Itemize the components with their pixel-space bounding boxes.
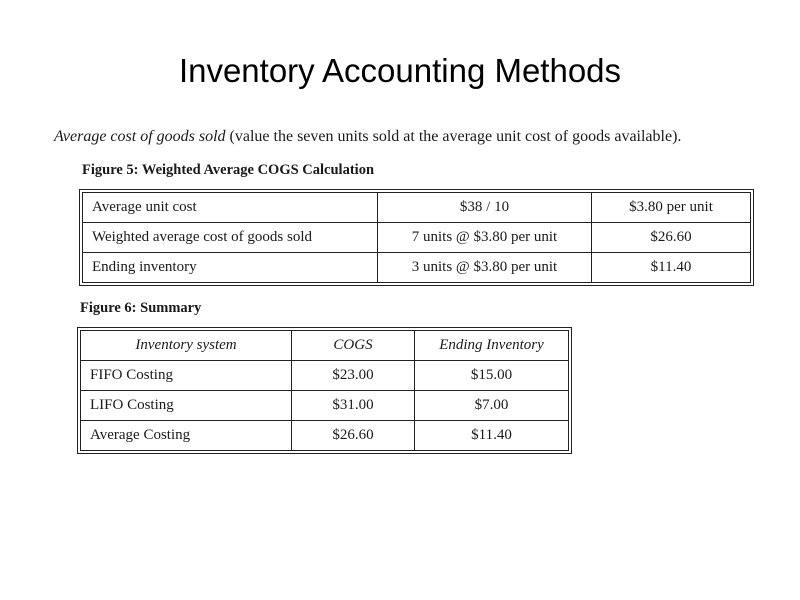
weighted-average-cogs-table [82,192,751,283]
intro-sentence [54,128,681,146]
table-cell: $11.40 [592,253,751,283]
table-row [83,253,751,283]
table-cell: 7 units @ $3.80 per unit [378,223,592,253]
column-header: Inventory system [81,331,292,361]
intro-lead: Average cost of goods sold [54,128,226,145]
table-cell: $23.00 [292,361,415,391]
intro-rest: (value the seven units sold at the average unit cost of goods available). [225,128,682,145]
table-cell: Weighted average cost of goods sold [83,223,378,253]
table-cell: Average Costing [81,421,292,451]
table-cell: $26.60 [292,421,415,451]
table-row [83,223,751,253]
table-row [81,361,569,391]
table-row [81,391,569,421]
table-cell: FIFO Costing [81,361,292,391]
table-row [81,421,569,451]
figure5-caption: Figure 5: Weighted Average COGS Calculation [82,162,375,178]
table-cell: 3 units @ $3.80 per unit [378,253,592,283]
table-cell: Ending inventory [83,253,378,283]
table-cell: $3.80 per unit [592,193,751,223]
table-header-row [81,331,569,361]
table-row [83,193,751,223]
table-cell: $31.00 [292,391,415,421]
table-cell: $7.00 [415,391,569,421]
figure6-caption: Figure 6: Summary [80,300,202,316]
table-cell: $11.40 [415,421,569,451]
column-header: Ending Inventory [415,331,569,361]
slide-title: Inventory Accounting Methods [178,52,622,89]
table-cell: Average unit cost [83,193,378,223]
table-cell: $26.60 [592,223,751,253]
summary-table [80,330,569,451]
column-header: COGS [292,331,415,361]
table-cell: LIFO Costing [81,391,292,421]
table-cell: $15.00 [415,361,569,391]
table-cell: $38 / 10 [378,193,592,223]
